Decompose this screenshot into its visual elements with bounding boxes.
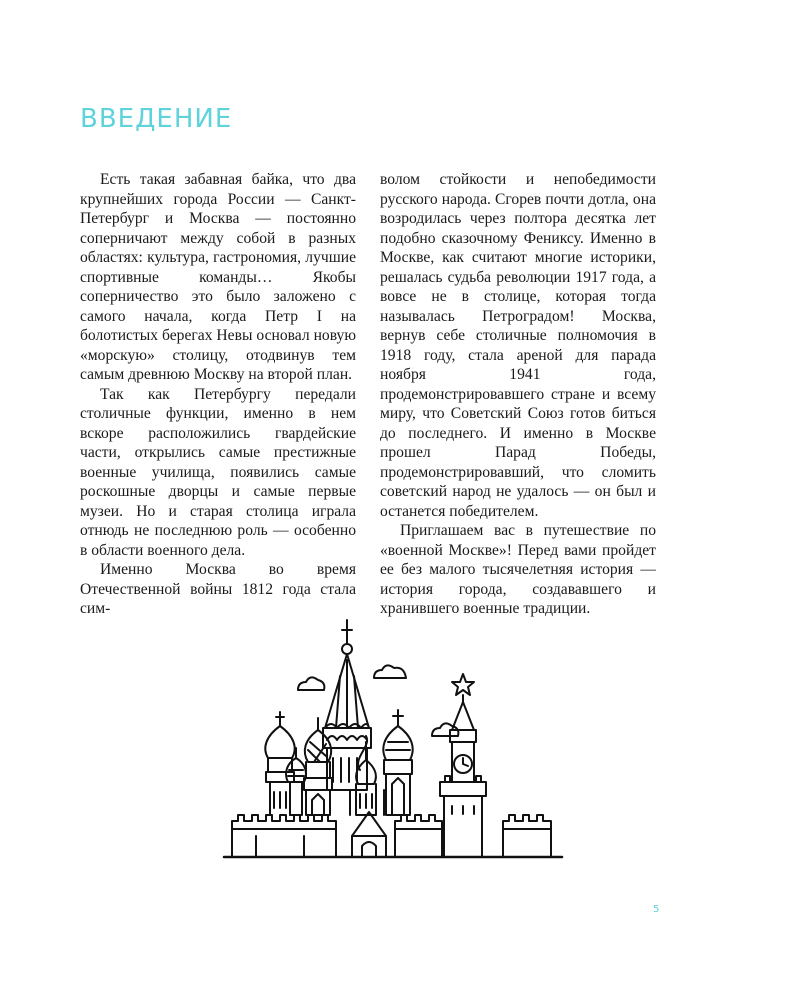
text-column-right	[380, 170, 656, 619]
paragraph: Приглашаем вас в путешествие по «военной Москве»! Перед вами пройдет ее без малого тысячелетняя история — история города, создававшего и хранившего военные традиции.	[380, 522, 656, 617]
moscow-skyline-illustration	[222, 612, 564, 864]
paragraph: Есть такая забавная байка, что два крупнейших города России — Санкт-Петербург и Москва — постоянно соперничают между собой в разных областях: культура, гастрономия, лучшие спортивные команды… Якобы соперничество это было заложено с самого начала, когда Петр I на болотистых берегах Невы основал новую «морскую» столицу, отодвинув тем самым древнюю Москву на второй план.	[80, 171, 356, 383]
paragraph: Именно Москва во время Отечественной войны 1812 года стала сим-	[80, 561, 356, 617]
paragraph: Так как Петербургу передали столичные функции, именно в нем вскоре расположились гвардейские части, открылись самые престижные военные училища, появились самые роскошные дворцы и самые первые музеи. Но и старая столица играла отнюдь не последнюю роль — особенно в области военного дела.	[80, 385, 356, 559]
chapter-heading: ВВЕДЕНИЕ	[80, 104, 233, 134]
paragraph: волом стойкости и непобедимости русского народа. Сгорев почти дотла, она возродилась через полтора десятка лет подобно сказочному Фениксу. Именно в Москве, как считают многие историки, решалась судьба революции 1917 года, а вовсе не в столице, которая тогда называлась Петроградом! Москва, вернув себе столичные полномочия в 1918 году, стала ареной для парада ноября 1941 года, продемонстрировавшего стране и всему миру, что Советский Союз готов биться до последнего. И именно в Москве прошел Парад Победы, продемонстрировавший, что сломить советский народ не удалось — он был и останется победителем.	[380, 171, 656, 520]
text-column-left	[80, 170, 356, 619]
page-number: 5	[653, 904, 660, 915]
